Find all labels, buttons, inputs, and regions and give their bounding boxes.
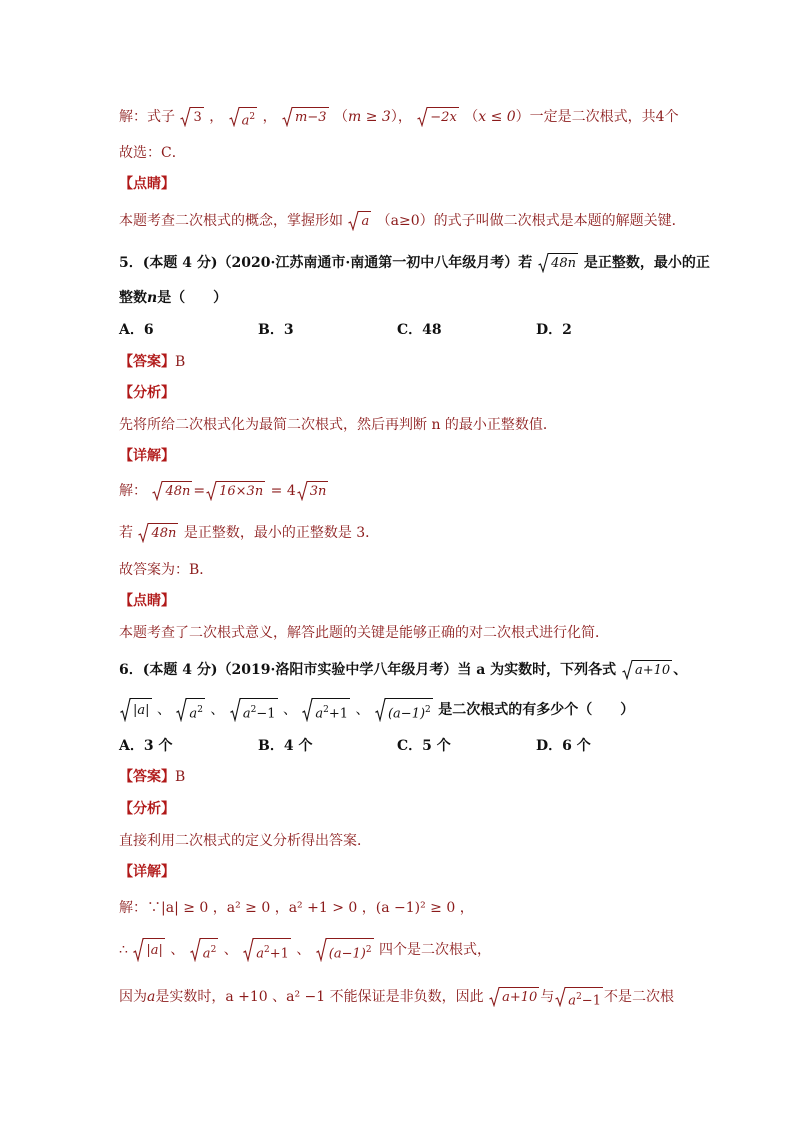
question-5-line-1: 5．(本题 4 分)（2020·江苏南通市·南通第一初中八年级月考）若 48n 是正整数，最小的正 xyxy=(119,255,710,271)
question-5-line-2: 整数n是（ ） xyxy=(119,290,228,306)
sqrt-minus-2x: −2x xyxy=(417,107,459,127)
choice-a: A．3 个 xyxy=(119,738,173,754)
sqrt-3n: 3n xyxy=(297,481,329,501)
sqrt-a-minus-1-squared: $(a-1)^2$ xyxy=(316,938,374,962)
sqrt-abs-a: |a| xyxy=(133,938,165,962)
detail-6-line-2: ∴ |a| 、 $a^2$ 、 $a^2+1$ 、 $(a-1)^2$ 四个是二次根式， xyxy=(119,938,754,962)
sqrt-m-minus-3: m−3 xyxy=(282,107,329,127)
sqrt-3: 3 xyxy=(180,107,203,127)
sqrt-a-plus-10: a+10 xyxy=(489,987,539,1007)
solution-line-1: 解：式子 3 ， $a^2$ ， m−3 （m ≥ 3）， −2x （x ≤ 0）一定是二次根式，共4个 xyxy=(119,109,679,129)
detail-5-tag: 【详解】 xyxy=(119,448,175,464)
question-5-choices xyxy=(119,319,754,341)
sqrt-a2-plus-1: $a^2+1$ xyxy=(243,938,291,962)
condition-x: x ≤ 0 xyxy=(478,109,516,125)
point-5-text: 本题考查了二次根式意义，解答此题的关键是能够正确的对二次根式进行化简． xyxy=(119,625,609,641)
analysis-5-tag: 【分析】 xyxy=(119,385,175,401)
detail-5-line-2: 若 48n 是正整数，最小的正整数是 3． xyxy=(119,525,380,541)
sqrt-a-squared: $a^2$ xyxy=(229,107,258,127)
question-6-choices xyxy=(119,735,754,757)
sqrt-48n: 48n xyxy=(538,253,578,273)
choice-d: D．6 个 xyxy=(536,738,591,754)
choice-c: C．5 个 xyxy=(397,738,451,754)
analysis-5-text: 先将所给二次根式化为最简二次根式，然后再判断 n 的最小正整数值． xyxy=(119,417,557,433)
choice-b: B．3 xyxy=(258,322,294,338)
tag-dianjing: 【点睛】 xyxy=(119,176,175,192)
sqrt-a-squared: $a^2$ xyxy=(190,938,219,962)
sqrt-a-squared: $a^2$ xyxy=(176,698,205,722)
detail-6-line-3: 因为a是实数时，a +10 、a² −1 不能保证是非负数，因此 a+10 与 $a^2-1$ 不是二次根 xyxy=(119,989,674,1009)
dianjing-text: 本题考查二次根式的概念，掌握形如 a （a≥0）的式子叫做二次根式是本题的解题关键． xyxy=(119,213,686,229)
sqrt-16x3n: 16×3n xyxy=(206,481,265,501)
sqrt-a-plus-10: a+10 xyxy=(622,660,672,680)
analysis-6-text: 直接利用二次根式的定义分析得出答案． xyxy=(119,833,371,849)
sqrt-a-minus-1-squared: $(a-1)^2$ xyxy=(375,698,433,722)
detail-5-line-1: 解： 48n = 16×3n = 4 3n xyxy=(119,483,327,499)
detail-5-line-3: 故答案为：B． xyxy=(119,562,214,578)
answer-6: 【答案】B xyxy=(119,769,186,785)
question-6-line-1: 6．(本题 4 分)（2019·洛阳市实验中学八年级月考）当 a 为实数时，下列各式 a+10 、 xyxy=(119,662,688,678)
detail-6-tag: 【详解】 xyxy=(119,864,175,880)
choice-b: B．4 个 xyxy=(258,738,313,754)
sqrt-a2-minus-1: $a^2-1$ xyxy=(230,698,278,722)
detail-6-line-1: 解：∵|a| ≥ 0 ，a² ≥ 0 ，a² +1 > 0 ，(a −1)² ≥ 0 ， xyxy=(119,900,474,916)
question-6-line-2: |a| 、 $a^2$ 、 $a^2-1$ 、 $a^2+1$ 、 $(a-1)^2$ 是二次根式的有多少个（ ） xyxy=(119,698,754,722)
choice-a: A．6 xyxy=(119,322,154,338)
choice-d: D．2 xyxy=(536,322,572,338)
sqrt-a: a xyxy=(348,211,371,231)
choice-c: C．48 xyxy=(397,322,442,338)
text: 解：式子 xyxy=(119,109,175,125)
sqrt-48n: 48n xyxy=(138,523,178,543)
answer-choice-line: 故选：C． xyxy=(119,145,186,161)
sqrt-a2-minus-1: $a^2-1$ xyxy=(555,987,603,1007)
condition-m: m ≥ 3 xyxy=(348,109,391,125)
point-5-tag: 【点睛】 xyxy=(119,593,175,609)
sqrt-a2-plus-1: $a^2+1$ xyxy=(302,698,350,722)
sqrt-abs-a: |a| xyxy=(120,698,152,722)
answer-5: 【答案】B xyxy=(119,354,186,370)
sqrt-48n: 48n xyxy=(152,481,192,501)
analysis-6-tag: 【分析】 xyxy=(119,801,175,817)
